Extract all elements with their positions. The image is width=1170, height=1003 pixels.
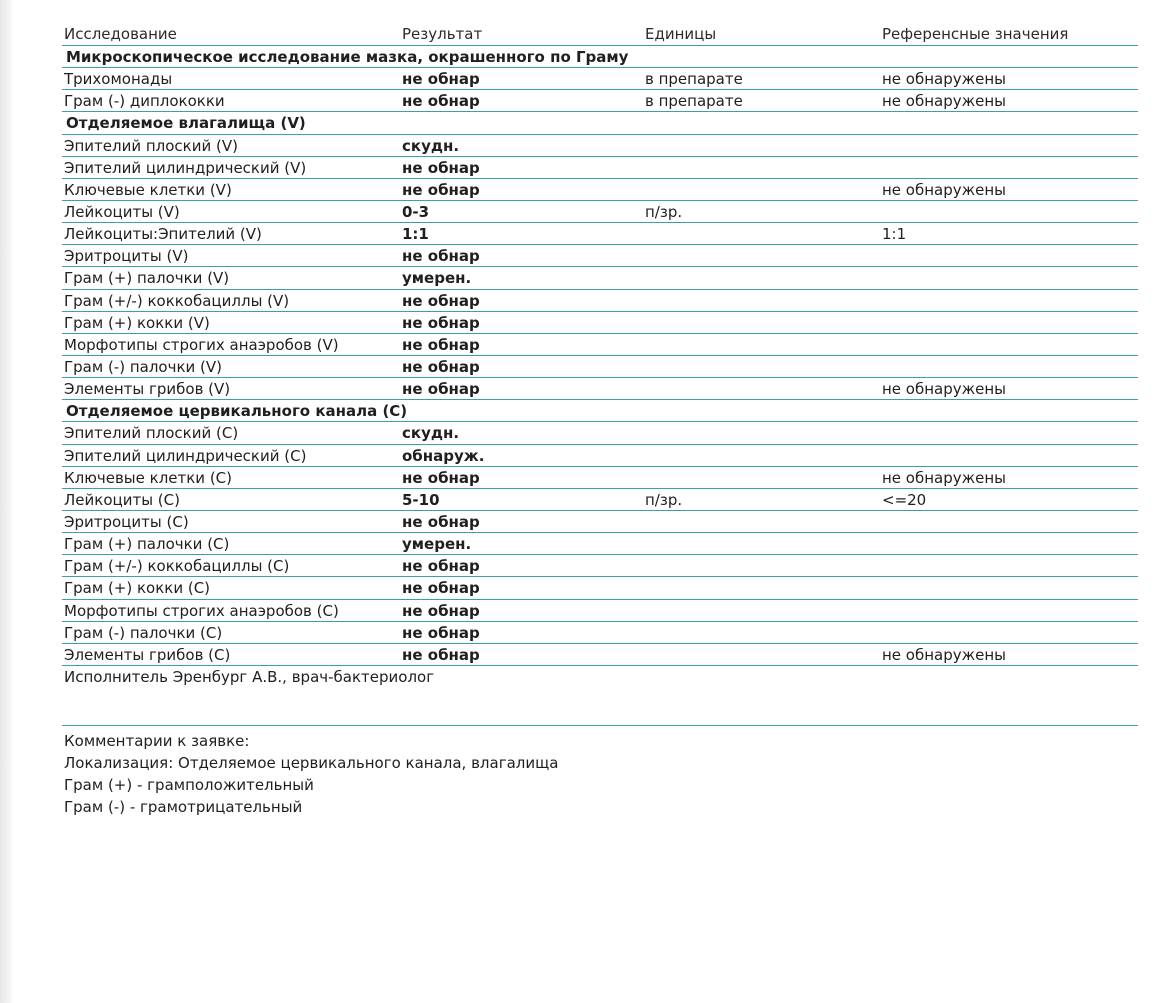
cell-study: Ключевые клетки (V) xyxy=(64,180,232,199)
header-result: Результат xyxy=(402,25,483,43)
cell-result: не обнар xyxy=(402,180,480,199)
cell-study: Эпителий цилиндрический (C) xyxy=(64,446,307,465)
table-row xyxy=(62,245,1138,267)
table-row xyxy=(62,68,1138,90)
cell-result: скудн. xyxy=(402,136,460,155)
table-header xyxy=(62,0,1138,46)
cell-result: 5-10 xyxy=(402,490,440,509)
section-title: Микроскопическое исследование мазка, окрашенного по Граму xyxy=(62,46,1138,68)
cell-result: не обнар xyxy=(402,92,480,111)
cell-study: Эпителий плоский (V) xyxy=(64,136,238,155)
cell-reference: не обнаружены xyxy=(882,92,1007,111)
cell-result: не обнар xyxy=(402,557,480,576)
table-row xyxy=(62,356,1138,378)
cell-units: п/зр. xyxy=(645,202,683,221)
table-row xyxy=(62,201,1138,223)
table-row xyxy=(62,467,1138,489)
page-left-shadow xyxy=(0,0,14,1003)
cell-study: Эритроциты (V) xyxy=(64,247,189,266)
table-row xyxy=(62,157,1138,179)
cell-study: Грам (+) палочки (V) xyxy=(64,269,230,288)
comment-line: Грам (-) - грамотрицательный xyxy=(64,797,303,816)
table-row xyxy=(62,489,1138,511)
lab-results-sheet xyxy=(62,0,1138,818)
table-row xyxy=(62,511,1138,533)
cell-result: не обнар xyxy=(402,158,480,177)
cell-study: Лейкоциты (V) xyxy=(64,202,180,221)
cell-study: Грам (+) палочки (C) xyxy=(64,535,230,554)
table-row xyxy=(62,533,1138,555)
table-row xyxy=(62,422,1138,444)
table-row xyxy=(62,290,1138,312)
performer-line: Исполнитель Эренбург А.В., врач-бактериолог xyxy=(62,666,1138,726)
table-row xyxy=(62,179,1138,201)
comment-line: Локализация: Отделяемое цервикального канала, влагалища xyxy=(64,753,559,772)
cell-result: не обнар xyxy=(402,645,480,664)
cell-study: Эпителий плоский (C) xyxy=(64,424,239,443)
section-title: Отделяемое влагалища (V) xyxy=(62,112,1138,134)
table-row xyxy=(62,135,1138,157)
cell-result: не обнар xyxy=(402,291,480,310)
table-row xyxy=(62,644,1138,666)
comment-line: Комментарии к заявке: xyxy=(64,731,250,750)
table-row xyxy=(62,334,1138,356)
cell-study: Элементы грибов (C) xyxy=(64,645,231,664)
cell-reference: <=20 xyxy=(882,490,927,509)
cell-result: не обнар xyxy=(402,468,480,487)
cell-result: не обнар xyxy=(402,313,480,332)
cell-reference: 1:1 xyxy=(882,225,907,244)
header-study: Исследование xyxy=(64,25,177,43)
cell-result: не обнар xyxy=(402,623,480,642)
cell-result: не обнар xyxy=(402,601,480,620)
cell-study: Эпителий цилиндрический (V) xyxy=(64,158,307,177)
cell-result: умерен. xyxy=(402,269,472,288)
cell-result: умерен. xyxy=(402,535,472,554)
cell-result: не обнар xyxy=(402,579,480,598)
cell-study: Лейкоциты:Эпителий (V) xyxy=(64,225,262,244)
cell-study: Морфотипы строгих анаэробов (V) xyxy=(64,335,339,354)
cell-study: Грам (+/-) коккобациллы (C) xyxy=(64,557,290,576)
cell-result: 0-3 xyxy=(402,202,430,221)
cell-study: Морфотипы строгих анаэробов (C) xyxy=(64,601,339,620)
cell-study: Грам (-) палочки (V) xyxy=(64,357,222,376)
cell-result: не обнар xyxy=(402,512,480,531)
table-row xyxy=(62,312,1138,334)
cell-reference: не обнаружены xyxy=(882,180,1007,199)
cell-study: Лейкоциты (C) xyxy=(64,490,180,509)
cell-reference: не обнаружены xyxy=(882,468,1007,487)
table-row xyxy=(62,600,1138,622)
cell-result: не обнар xyxy=(402,70,480,89)
table-row xyxy=(62,223,1138,245)
cell-study: Элементы грибов (V) xyxy=(64,380,231,399)
cell-study: Грам (-) палочки (C) xyxy=(64,623,223,642)
cell-study: Грам (+) кокки (V) xyxy=(64,313,210,332)
cell-result: 1:1 xyxy=(402,225,429,244)
cell-study: Грам (+/-) коккобациллы (V) xyxy=(64,291,290,310)
cell-reference: не обнаружены xyxy=(882,380,1007,399)
cell-result: не обнар xyxy=(402,380,480,399)
table-row xyxy=(62,622,1138,644)
table-row xyxy=(62,267,1138,289)
cell-reference: не обнаружены xyxy=(882,645,1007,664)
cell-result: скудн. xyxy=(402,424,460,443)
table-row xyxy=(62,555,1138,577)
header-reference: Референсные значения xyxy=(882,25,1069,43)
cell-study: Трихомонады xyxy=(64,70,173,89)
cell-reference: не обнаружены xyxy=(882,70,1007,89)
cell-units: в препарате xyxy=(645,70,743,89)
table-row xyxy=(62,445,1138,467)
comment-line: Грам (+) - грамположительный xyxy=(64,775,314,794)
cell-result: не обнар xyxy=(402,247,480,266)
cell-study: Ключевые клетки (C) xyxy=(64,468,233,487)
cell-result: не обнар xyxy=(402,357,480,376)
table-row xyxy=(62,378,1138,400)
cell-result: обнаруж. xyxy=(402,446,485,465)
cell-units: п/зр. xyxy=(645,490,683,509)
table-body xyxy=(62,46,1138,666)
cell-units: в препарате xyxy=(645,92,743,111)
header-units: Единицы xyxy=(645,25,717,43)
cell-study: Грам (+) кокки (C) xyxy=(64,579,211,598)
cell-study: Грам (-) диплококки xyxy=(64,92,225,111)
comments-block xyxy=(62,726,1138,818)
section-title: Отделяемое цервикального канала (C) xyxy=(62,400,1138,422)
table-row xyxy=(62,90,1138,112)
cell-result: не обнар xyxy=(402,335,480,354)
table-row xyxy=(62,577,1138,599)
cell-study: Эритроциты (C) xyxy=(64,512,189,531)
